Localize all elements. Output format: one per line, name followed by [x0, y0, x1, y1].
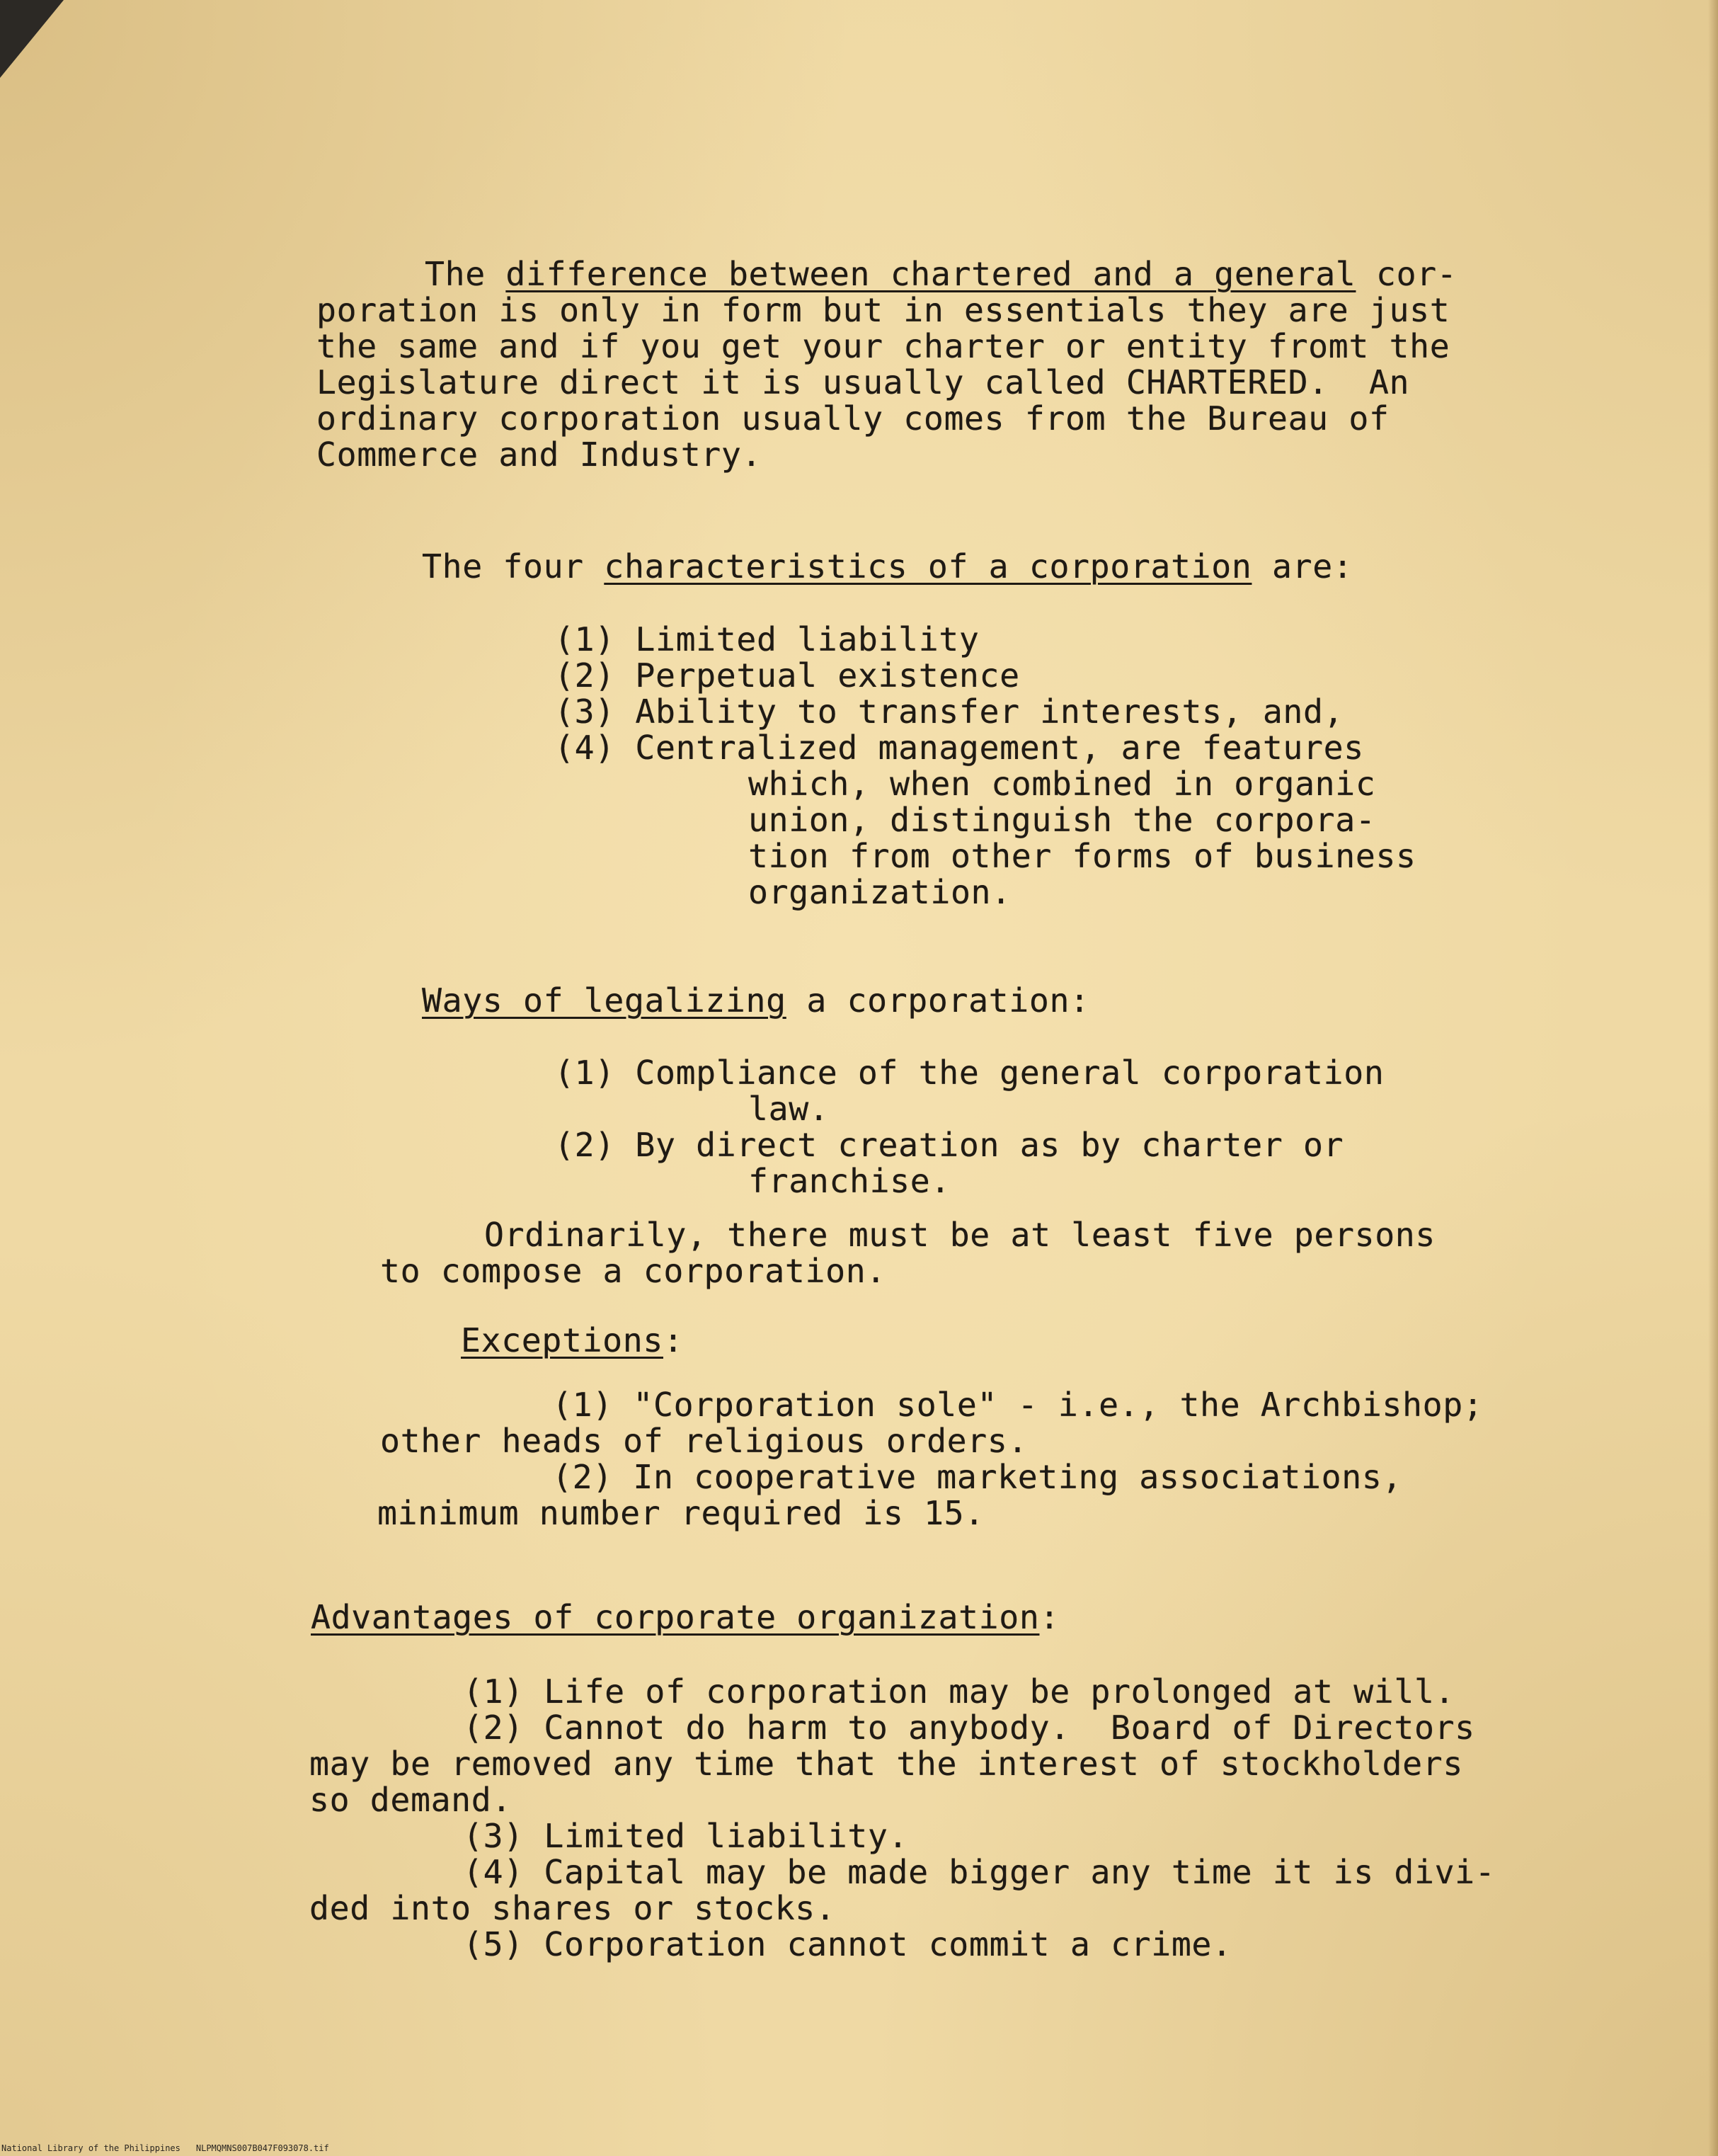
ways-item-2-continuation: franchise.: [748, 1162, 951, 1200]
paragraph-1-line-1: [425, 256, 1457, 292]
characteristic-item-3: (3) Ability to transfer interests, and,: [554, 692, 1344, 731]
characteristic-continuation-2: union, distinguish the corpora-: [748, 801, 1376, 839]
ways-item-1-continuation: law.: [748, 1090, 830, 1128]
advantages-item-2-continuation-1: may be removed any time that the interest of stockholders: [309, 1745, 1463, 1783]
characteristic-item-4: (4) Centralized management, are features: [554, 729, 1364, 767]
text-fragment: cor-: [1356, 255, 1458, 293]
scan-footer: [1, 2143, 329, 2153]
advantages-item-5: (5) Corporation cannot commit a crime.: [463, 1925, 1232, 1963]
text-fragment: The four: [422, 547, 605, 586]
underlined-phrase: characteristics of a corporation: [604, 547, 1252, 586]
advantages-item-2: (2) Cannot do harm to anybody. Board of Directors: [463, 1709, 1475, 1747]
text-fragment: :: [1039, 1598, 1060, 1636]
advantages-item-3: (3) Limited liability.: [463, 1817, 909, 1855]
exceptions-item-2-continuation: minimum number required is 15.: [377, 1494, 985, 1532]
advantages-item-4: (4) Capital may be made bigger any time it is divi-: [463, 1853, 1496, 1891]
ordinarily-line-1: Ordinarily, there must be at least five persons: [484, 1216, 1436, 1254]
ways-heading: [422, 983, 1090, 1019]
paragraph-1-line-2: poration is only in form but in essentials they are just: [316, 291, 1450, 329]
ordinarily-line-2: to compose a corporation.: [380, 1252, 886, 1290]
library-credit: National Library of the Philippines: [1, 2143, 181, 2153]
exceptions-item-1: (1) "Corporation sole" - i.e., the Archbishop;: [552, 1386, 1484, 1424]
text-fragment: a corporation:: [786, 981, 1090, 1020]
file-identifier: NLPMQMNS007B047F093078.tif: [195, 2143, 329, 2153]
text-fragment: The: [425, 255, 506, 293]
underlined-phrase: Advantages of corporate organization: [311, 1598, 1040, 1636]
paragraph-1-line-3: the same and if you get your charter or entity fromt the: [316, 327, 1450, 365]
advantages-item-4-continuation: ded into shares or stocks.: [309, 1889, 836, 1927]
exceptions-item-1-continuation: other heads of religious orders.: [380, 1422, 1029, 1460]
advantages-heading: [311, 1599, 1060, 1636]
advantages-item-1: (1) Life of corporation may be prolonged at will.: [463, 1672, 1455, 1711]
paragraph-1-line-5: ordinary corporation usually comes from the Bureau of: [316, 399, 1390, 438]
characteristic-item-1: (1) Limited liability: [554, 620, 980, 658]
text-fragment: are:: [1252, 547, 1353, 586]
underlined-phrase: Ways of legalizing: [422, 981, 786, 1020]
paragraph-1-line-4: Legislature direct it is usually called CHARTERED. An: [316, 363, 1410, 401]
advantages-item-2-continuation-2: so demand.: [309, 1781, 512, 1819]
underlined-phrase: difference between chartered and a general: [505, 255, 1356, 293]
exceptions-item-2: (2) In cooperative marketing associations,: [552, 1458, 1403, 1496]
characteristic-continuation-3: tion from other forms of business: [748, 837, 1416, 875]
paragraph-1-line-6: Commerce and Industry.: [316, 435, 762, 474]
characteristic-item-2: (2) Perpetual existence: [554, 656, 1020, 695]
exceptions-heading: [461, 1323, 684, 1359]
ways-item-1: (1) Compliance of the general corporation: [554, 1054, 1385, 1092]
ways-item-2: (2) By direct creation as by charter or: [554, 1126, 1344, 1164]
characteristic-continuation-4: organization.: [748, 873, 1012, 911]
underlined-phrase: Exceptions: [461, 1321, 663, 1359]
characteristic-continuation-1: which, when combined in organic: [748, 765, 1376, 803]
text-fragment: :: [663, 1321, 684, 1359]
characteristics-heading: [422, 549, 1353, 585]
